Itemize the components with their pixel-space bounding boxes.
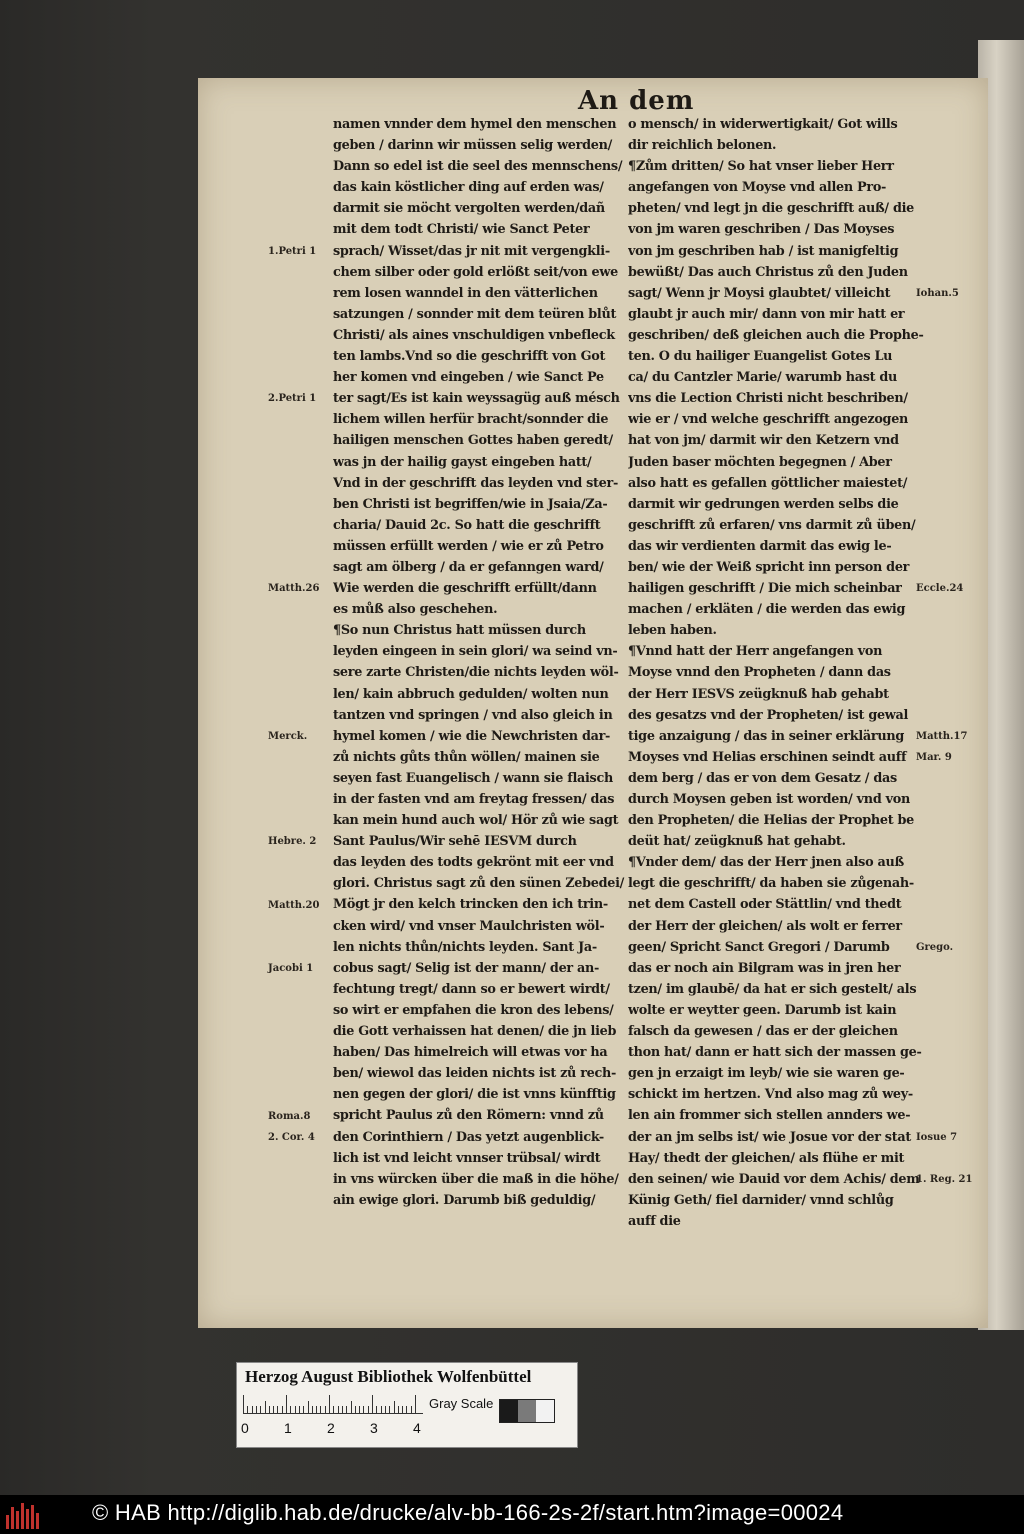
text-line: in der fasten vnd am freytag fressen/ das: [333, 792, 615, 807]
margin-note: Merck.: [268, 730, 308, 742]
ruler-tick: [290, 1406, 291, 1413]
margin-note: Iohan.5: [916, 287, 959, 299]
text-line: cobus sagt/ Selig ist der mann/ der an-: [333, 960, 600, 976]
margin-note: 1.Petri 1: [268, 245, 317, 257]
library-name: Herzog August Bibliothek Wolfenbüttel: [245, 1367, 532, 1386]
margin-note: Jacobi 1: [268, 963, 314, 974]
text-line: net dem Castell oder Stättlin/ vnd thedt: [628, 897, 902, 913]
left-text-column: [333, 114, 633, 1211]
margin-note: Mar. 9: [916, 752, 952, 763]
text-line: geen/ Spricht Sanct Gregori / Darumb: [628, 939, 890, 955]
text-line: den Propheten/ die Helias der Prophet be: [628, 813, 914, 829]
text-line: geben / darinn wir müssen selig werden/: [333, 138, 612, 154]
ruler-tick: [286, 1395, 287, 1413]
text-line: darmit sie möcht vergolten werden/dañ: [333, 201, 605, 217]
text-line: chem silber oder gold erlößt seit/von ewe: [333, 264, 618, 280]
text-line: ten. O du hailiger Euangelist Gotes Lu: [628, 349, 893, 365]
ruler-tick: [333, 1406, 334, 1413]
text-line: ain ewige glori. Darumb biß geduldig/: [333, 1192, 596, 1208]
text-line: thon hat/ dann er hatt sich der massen ge-: [628, 1045, 922, 1061]
text-line: ¶So nun Christus hatt müssen durch: [333, 623, 586, 639]
ruler-tick: [308, 1401, 309, 1413]
ruler-tick: [398, 1406, 399, 1413]
text-line: Vnd in der geschrifft das leyden vnd ster-: [333, 475, 618, 491]
gray-swatches: [499, 1399, 555, 1423]
text-line: her komen vnd eingeben / wie Sanct Pe: [333, 370, 604, 386]
text-line: zů nichts gůts thůn wöllen/ mainen sie: [333, 749, 600, 765]
text-line: ca/ du Cantzler Marie/ warumb hast du: [628, 370, 898, 386]
text-line: cken wird/ vnd vnser Maulchristen wöl-: [333, 918, 605, 934]
running-headword: An dem: [578, 86, 695, 116]
text-line: das er noch ain Bilgram was in jren her: [628, 960, 901, 976]
text-line: Christi/ als aines vnschuldigen vnbefleck: [333, 327, 615, 343]
text-line: was jn der hailig gayst eingeben hatt/: [333, 454, 592, 470]
text-line: glori. Christus sagt zů den sünen Zebedei/: [333, 876, 625, 892]
margin-note: Matth.17: [916, 730, 968, 742]
scale-number: 4: [413, 1420, 421, 1436]
text-line: nen gegen der glori/ die ist vnns künfftig: [333, 1087, 616, 1103]
text-line: len nichts thůn/nichts leyden. Sant Ja-: [333, 939, 597, 955]
book-page: [198, 78, 988, 1328]
text-line: lich ist vnd leicht vnnser trübsal/ wirdt: [333, 1150, 601, 1166]
color-calibration-bar: [236, 1362, 578, 1448]
ruler-tick: [312, 1406, 313, 1413]
text-line: fechtung tregt/ dann so er bewert wirdt/: [333, 981, 610, 997]
text-line: ¶Vnnd hatt der Herr angefangen von: [628, 644, 883, 660]
text-line: von jm waren geschriben / Das Moyses: [628, 222, 895, 238]
text-line: wolte er weytter geen. Darumb ist kain: [628, 1002, 897, 1018]
text-line: von jm geschriben hab / ist manigfeltig: [628, 243, 899, 259]
ruler-tick: [394, 1401, 395, 1413]
text-line: ben/ wie der Weiß spricht inn person der: [628, 559, 910, 575]
text-line: durch Moysen geben ist worden/ vnd von: [628, 792, 910, 807]
ruler-tick: [273, 1406, 274, 1413]
text-line: namen vnnder dem hymel den menschen: [333, 117, 617, 132]
ruler-tick: [346, 1406, 347, 1413]
text-line: spricht Paulus zů den Römern: vnnd zů: [333, 1108, 604, 1124]
text-line: kan mein hund auch wol/ Hör zů wie sagt: [333, 813, 619, 829]
text-line: darmit wir gedrungen werden selbs die: [628, 496, 899, 512]
copyright-url[interactable]: © HAB http://diglib.hab.de/drucke/alv-bb-166-2s-2f/start.htm?image=00024: [92, 1500, 844, 1525]
ruler-tick: [411, 1406, 412, 1413]
ruler-tick: [351, 1401, 352, 1413]
text-line: den seinen/ wie Dauid vor dem Achis/ dem: [628, 1171, 920, 1187]
text-line: len ain frommer sich stellen annders we-: [628, 1108, 911, 1124]
ruler-tick: [325, 1406, 326, 1413]
text-line: machen / erkläten / die werden das ewig: [628, 602, 906, 618]
ruler-tick: [342, 1406, 343, 1413]
text-line: ben/ wiewol das leiden nichts ist zů rech-: [333, 1066, 617, 1082]
text-line: hat von jm/ darmit wir den Ketzern vnd: [628, 433, 899, 449]
text-line: Künig Geth/ fiel darnider/ vnnd schlůg: [628, 1192, 894, 1208]
ruler-tick: [243, 1395, 244, 1413]
text-line: sagt am ölberg / da er gefanngen ward/: [333, 559, 604, 575]
text-line: auff die: [628, 1213, 681, 1229]
text-line: des gesatzs vnd der Propheten/ ist gewal: [628, 707, 909, 723]
text-line: len/ kain abbruch gedulden/ wolten nun: [333, 686, 609, 702]
text-line: den Corinthiern / Das yetzt augenblick-: [333, 1129, 604, 1145]
scale-number: 1: [284, 1420, 292, 1436]
margin-note: 2.Petri 1: [268, 393, 317, 405]
text-line: hailigen geschrifft / Die mich scheinbar: [628, 581, 902, 597]
ruler-tick: [299, 1406, 300, 1413]
text-line: ben Christi ist begriffen/wie in Jsaia/Za-: [333, 496, 608, 512]
text-line: ten lambs.Vnd so die geschrifft von Got: [333, 349, 606, 365]
text-line: so wirt er empfahen die kron des lebens/: [333, 1002, 614, 1018]
text-line: tantzen vnd springen / vnd also gleich in: [333, 707, 613, 723]
text-line: haben/ Das himelreich will etwas vor ha: [333, 1045, 608, 1061]
ruler-tick: [295, 1406, 296, 1413]
ruler-tick: [247, 1406, 248, 1413]
margin-note: Grego.: [916, 941, 954, 953]
text-line: glaubt jr auch mir/ dann von mir hatt er: [628, 306, 905, 322]
text-line: o mensch/ in widerwertigkait/ Got wills: [628, 117, 898, 132]
ruler-tick: [355, 1406, 356, 1413]
text-line: deüt hat/ zeügknuß hat gehabt.: [628, 834, 846, 850]
text-line: dir reichlich belonen.: [628, 138, 777, 154]
text-line: es můß also geschehen.: [333, 602, 498, 618]
text-line: ¶Vnder dem/ das der Herr jnen also auß: [628, 855, 904, 871]
footer-bar: [0, 1495, 1024, 1534]
margin-note: Matth.26: [268, 583, 320, 595]
gray-swatch: [536, 1400, 554, 1422]
text-line: das kain köstlicher ding auf erden was/: [333, 180, 604, 196]
text-line: legt die geschrifft/ da haben sie zůgenah-: [628, 876, 914, 892]
ruler-tick: [406, 1406, 407, 1413]
ruler-tick: [389, 1406, 390, 1413]
ruler-tick: [381, 1406, 382, 1413]
gray-swatch: [500, 1400, 518, 1422]
text-line: Sant Paulus/Wir sehē IESVM durch: [333, 834, 577, 850]
text-line: müssen erfüllt werden / wie er zů Petro: [333, 538, 604, 554]
text-line: sere zarte Christen/die nichts leyden wöl-: [333, 665, 619, 681]
text-line: rem losen wanndel in den vätterlichen: [333, 285, 598, 301]
text-line: sagt/ Wenn jr Moysi glaubtet/ villeicht: [628, 285, 891, 301]
margin-note: Eccle.24: [916, 583, 964, 595]
ruler-tick: [372, 1395, 373, 1413]
ruler-tick: [368, 1406, 369, 1413]
text-line: die Gott verhaissen hat denen/ die jn lieb: [333, 1024, 617, 1040]
text-line: mit dem todt Christi/ wie Sanct Peter: [333, 222, 590, 238]
scale-number: 3: [370, 1420, 378, 1436]
text-line: ¶Zům dritten/ So hat vnser lieber Herr: [628, 159, 894, 175]
text-line: schickt im hertzen. Vnd also mag zů wey-: [628, 1087, 913, 1103]
ruler-tick: [260, 1406, 261, 1413]
margin-note: 2. Cor. 4: [268, 1131, 315, 1143]
margin-note: Matth.20: [268, 899, 320, 911]
text-line: hailigen menschen Gottes haben geredt/: [333, 433, 613, 449]
text-line: seyen fast Euangelisch / wann sie flaisch: [333, 770, 613, 786]
text-line: Wie werden die geschrifft erfüllt/dann: [333, 581, 597, 597]
margin-note: Hebre. 2: [268, 836, 317, 848]
ruler-tick: [376, 1406, 377, 1413]
text-line: in vns würcken über die maß in die höhe/: [333, 1171, 619, 1187]
text-line: Mögt jr den kelch trincken den ich trin-: [333, 897, 608, 913]
text-line: angefangen von Moyse vnd allen Pro-: [628, 180, 887, 196]
gray-swatch: [518, 1400, 536, 1422]
text-line: falsch da gewesen / das er der gleichen: [628, 1024, 898, 1040]
scale-number: 0: [241, 1420, 249, 1436]
ruler-tick: [316, 1406, 317, 1413]
text-line: dem berg / das er von dem Gesatz / das: [628, 770, 897, 786]
ruler-tick: [277, 1406, 278, 1413]
ruler-tick: [252, 1406, 253, 1413]
text-line: hymel komen / wie die Newchristen dar-: [333, 728, 611, 744]
ruler-tick: [359, 1406, 360, 1413]
text-line: der Herr der gleichen/ als wolt er ferrer: [628, 918, 902, 934]
ruler-tick: [282, 1406, 283, 1413]
scale-number: 2: [327, 1420, 335, 1436]
margin-note: 1. Reg. 21: [916, 1174, 973, 1185]
ruler-tick: [320, 1406, 321, 1413]
text-line: Juden baser möchten begegnen / Aber: [628, 454, 892, 470]
text-line: vns die Lection Christi nicht beschriben/: [628, 391, 908, 407]
text-line: pheten/ vnd legt jn die geschrifft auß/ die: [628, 201, 915, 217]
text-line: sprach/ Wisset/das jr nit mit vergengkli-: [333, 243, 610, 259]
text-line: satzungen / sonnder mit dem teüren blůt: [333, 306, 617, 322]
right-text-column: [628, 114, 933, 1232]
text-line: ter sagt/Es ist kain weyssagüg auß mésch: [333, 391, 620, 407]
ruler-tick: [402, 1406, 403, 1413]
text-line: das wir verdienten darmit das ewig le-: [628, 538, 892, 554]
text-line: der Herr IESVS zeügknuß hab gehabt: [628, 686, 889, 702]
text-line: Hay/ thedt der gleichen/ als flühe er mit: [628, 1150, 905, 1166]
margin-note: Roma.8: [268, 1110, 311, 1122]
text-line: lichem willen herfür bracht/sonnder die: [333, 412, 609, 428]
ruler-tick: [363, 1406, 364, 1413]
text-line: also hatt es gefallen göttlicher maiestet/: [628, 475, 908, 491]
ruler-tick: [303, 1406, 304, 1413]
ruler-tick: [256, 1406, 257, 1413]
text-line: Dann so edel ist die seel des mennschens/: [333, 159, 623, 175]
ruler-tick: [385, 1406, 386, 1413]
text-line: tige anzaigung / das in seiner erklärung: [628, 728, 904, 744]
text-line: Moyse vnnd den Propheten / dann das: [628, 665, 891, 681]
text-line: tzen/ im glaubē/ da hat er sich gestelt/ als: [628, 981, 917, 997]
text-line: geschrifft zů erfaren/ vns darmit zů üben/: [628, 517, 916, 533]
text-line: gen jn erzaigt im leyb/ wie sie waren ge-: [628, 1066, 905, 1082]
text-line: das leyden des todts gekrönt mit eer vnd: [333, 855, 614, 871]
ruler-tick: [269, 1406, 270, 1413]
scale-ruler: [243, 1393, 423, 1414]
text-line: leben haben.: [628, 623, 717, 639]
margin-note: Iosue 7: [916, 1131, 958, 1143]
text-line: leyden eingeen in sein glori/ wa seind vn-: [333, 644, 618, 660]
text-line: wie er / vnd welche geschrifft angezogen: [628, 412, 909, 428]
gray-scale-label: Gray Scale: [429, 1396, 494, 1411]
ruler-tick: [329, 1395, 330, 1413]
text-line: charia/ Dauid 2c. So hatt die geschrifft: [333, 517, 601, 533]
text-line: geschriben/ deß gleichen auch die Prophe-: [628, 327, 924, 343]
text-line: bewüßt/ Das auch Christus zů den Juden: [628, 264, 908, 280]
hab-logo-icon: [6, 1501, 46, 1529]
ruler-tick: [415, 1395, 416, 1413]
text-line: Moyses vnd Helias erschinen seindt auff: [628, 749, 907, 765]
ruler-tick: [338, 1406, 339, 1413]
text-line: der an jm selbs ist/ wie Josue vor der stat: [628, 1129, 911, 1145]
ruler-tick: [265, 1401, 266, 1413]
